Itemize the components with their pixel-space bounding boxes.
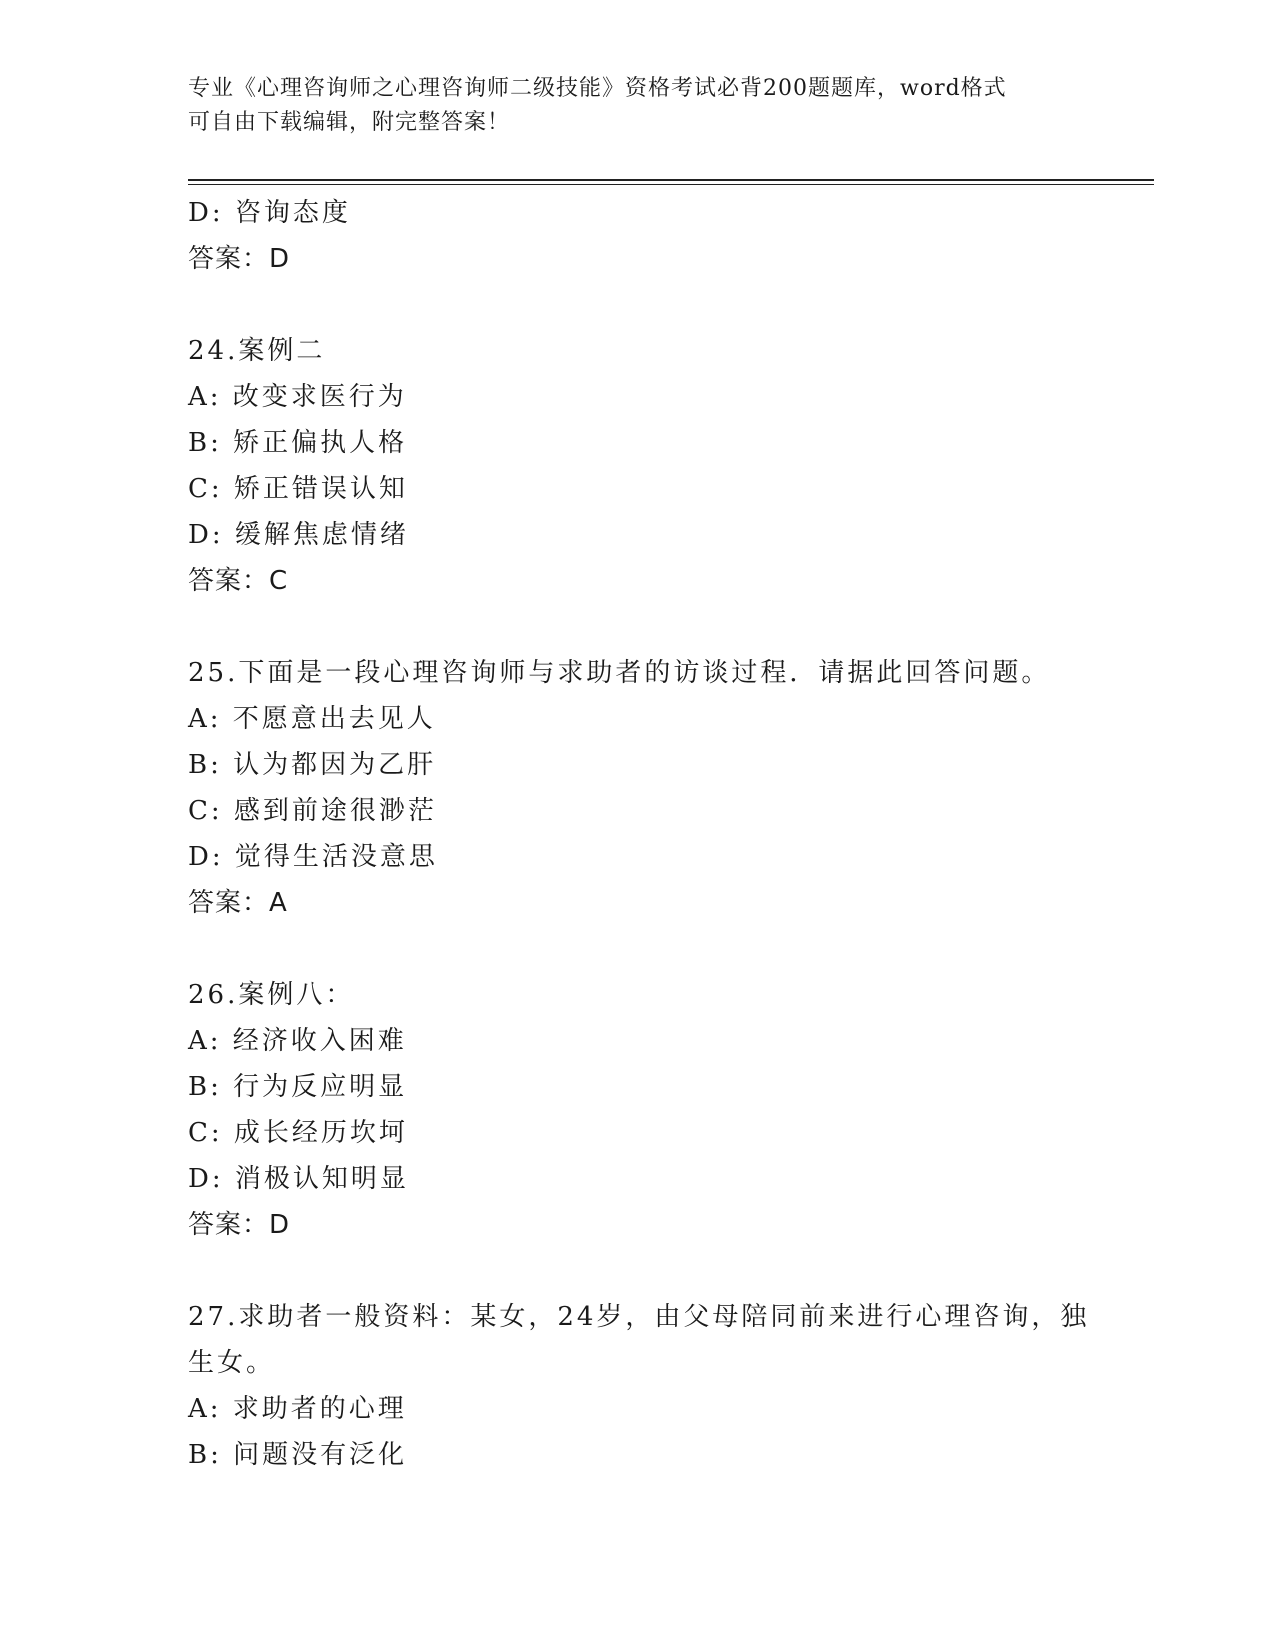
question-25	[188, 650, 1108, 926]
prev-option-d: D: 咨询态度	[188, 198, 351, 228]
question-26	[188, 972, 1108, 1248]
prev-answer: 答案：D	[188, 244, 291, 274]
question-24	[188, 328, 1108, 604]
option-d: D: 消极认知明显	[188, 1164, 409, 1194]
answer: 答案：A	[188, 888, 288, 918]
question-stem-line-2: 生女。	[188, 1348, 276, 1378]
option-a: A: 改变求医行为	[188, 382, 407, 412]
question-stem: 26.案例八：	[188, 980, 355, 1010]
option-b: B: 问题没有泛化	[188, 1440, 408, 1470]
spacer	[188, 1248, 1108, 1294]
option-a: A: 不愿意出去见人	[188, 704, 436, 734]
spacer	[188, 282, 1108, 328]
question-stem: 24.案例二	[188, 336, 326, 366]
document-header	[188, 72, 1088, 140]
header-divider-thin	[188, 184, 1154, 185]
option-a: A: 经济收入困难	[188, 1026, 407, 1056]
option-d: D: 觉得生活没意思	[188, 842, 438, 872]
question-stem: 25.下面是一段心理咨询师与求助者的访谈过程．请据此回答问题。	[188, 658, 1051, 688]
question-27	[188, 1294, 1108, 1478]
option-d: D: 缓解焦虑情绪	[188, 520, 409, 550]
question-list	[188, 190, 1108, 1478]
spacer	[188, 926, 1108, 972]
header-line-2: 可自由下载编辑，附完整答案！	[188, 110, 511, 135]
option-b: B: 认为都因为乙肝	[188, 750, 437, 780]
option-c: C: 矫正错误认知	[188, 474, 408, 504]
option-b: B: 行为反应明显	[188, 1072, 408, 1102]
question-stem-line-1: 27.求助者一般资料：某女，24岁，由父母陪同前来进行心理咨询，独	[188, 1302, 1090, 1332]
answer: 答案：C	[188, 566, 289, 596]
option-a: A: 求助者的心理	[188, 1394, 407, 1424]
option-c: C: 成长经历坎坷	[188, 1118, 408, 1148]
spacer	[188, 604, 1108, 650]
answer: 答案：D	[188, 1210, 291, 1240]
option-c: C: 感到前途很渺茫	[188, 796, 437, 826]
header-line-1: 专业《心理咨询师之心理咨询师二级技能》资格考试必背200题题库，word格式	[188, 76, 1007, 101]
option-b: B: 矫正偏执人格	[188, 428, 408, 458]
header-divider-thick	[188, 179, 1154, 181]
